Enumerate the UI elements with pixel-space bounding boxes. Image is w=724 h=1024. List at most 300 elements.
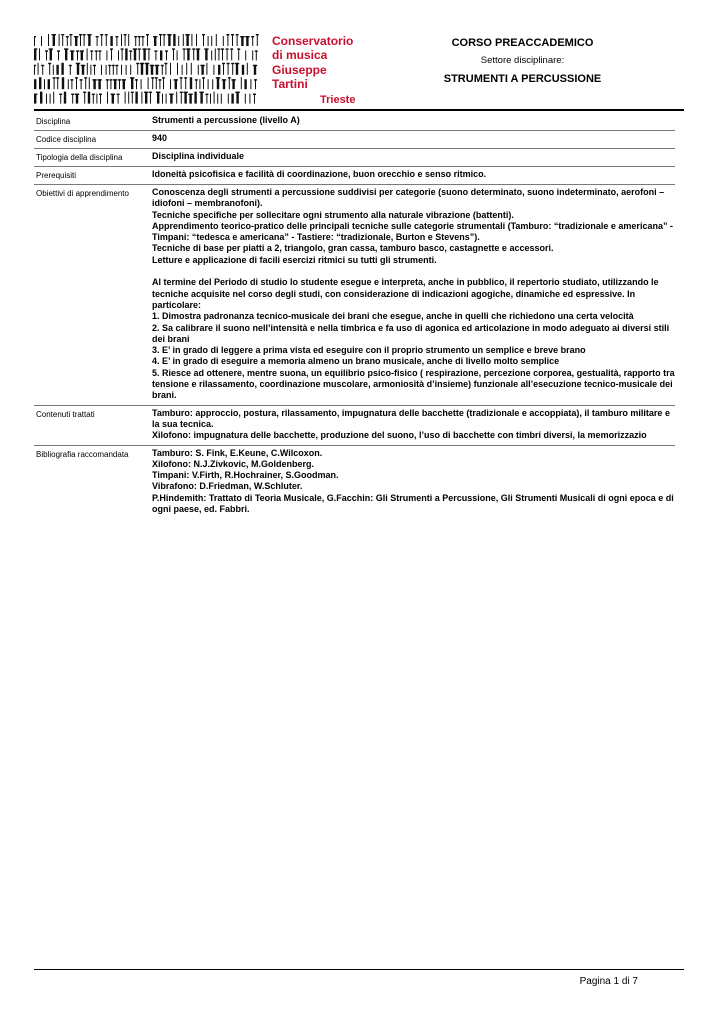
paragraph: 1. Dimostra padronanza tecnico-musicale dei brani che esegue, anche in quelli che richiedono una certa velocità <box>152 311 634 322</box>
logo-bar-cap <box>75 94 79 95</box>
logo-bar <box>85 77 86 89</box>
logo-bar-cap <box>87 34 91 35</box>
paragraph: Conoscenza degli strumenti a percussione suddivisi per categorie (suono determinato, suono indeterminato, aerofoni – idiofoni – membranofoni). <box>152 187 665 209</box>
paragraph: Tecniche specifiche per sollecitare ogni strumento alla naturale vibrazione (battenti). <box>152 209 514 220</box>
logo-bar <box>198 65 199 75</box>
logo-bar-cap <box>222 79 226 80</box>
logo-bar <box>96 50 97 60</box>
logo-bar <box>255 79 256 89</box>
logo-bar-cap <box>217 48 220 49</box>
logo-bar <box>39 77 41 89</box>
logo-bar-cap <box>162 77 165 78</box>
logo-bar-cap <box>100 34 103 35</box>
logo-bar <box>241 77 242 89</box>
logo-bar <box>217 94 218 104</box>
logo-bar-cap <box>153 36 157 37</box>
logo-bar <box>216 34 217 46</box>
logo-bar <box>228 94 229 104</box>
logo-bar-cap <box>163 34 166 35</box>
logo-bar-cap <box>75 77 78 78</box>
logo-bar <box>41 36 42 46</box>
logo-bar-cap <box>231 63 234 64</box>
logo-bar <box>206 63 207 75</box>
logo-bar <box>151 65 153 75</box>
logo-bar <box>42 65 43 75</box>
logo-bar-cap <box>80 79 83 80</box>
logo-bar <box>242 65 244 75</box>
logo-bar <box>65 48 67 60</box>
logo-bar-cap <box>130 77 134 78</box>
logo-bar <box>121 65 122 75</box>
logo-bar <box>128 34 129 46</box>
logo-bar <box>134 48 136 60</box>
logo-bar <box>189 94 191 104</box>
logo-bar-cap <box>66 36 69 37</box>
logo-bar-cap <box>146 34 149 35</box>
logo-bar <box>186 34 188 46</box>
logo-bar-cap <box>228 77 231 78</box>
logo-city: Trieste <box>320 94 356 106</box>
logo-bar-cap <box>105 34 108 35</box>
logo-bar <box>164 34 165 46</box>
logo-bar-cap <box>34 48 37 49</box>
logo-bar <box>177 63 178 75</box>
logo-bar-cap <box>41 65 44 66</box>
logo-bar-cap <box>180 77 183 78</box>
logo-bar-cap <box>169 94 173 95</box>
logo-bar <box>215 48 216 60</box>
paragraph: 4. E’ in grado di eseguire a memoria almeno un brano musicale, anche di livello molto semplice <box>152 356 560 367</box>
logo-bar <box>160 50 162 60</box>
logo-bar <box>177 50 178 60</box>
logo-bar <box>61 63 63 75</box>
logo-bar <box>142 36 143 46</box>
table-row-bibliografia <box>34 445 675 519</box>
logo-bar <box>156 77 157 89</box>
logo-bar <box>191 63 192 75</box>
logo-bar <box>210 94 211 104</box>
logo-bar-cap <box>57 50 60 51</box>
row-label: Bibliografia raccomandata <box>36 449 129 459</box>
logo-bar-cap <box>227 63 230 64</box>
paragraph: 2. Sa calibrare il suono nell’intensità e nella timbrica e fa uso di agonica ed articolazione in modo adeguato ai diversi stili dei brani <box>152 322 670 344</box>
logo-bar <box>82 65 84 75</box>
logo-bar-cap <box>231 79 235 80</box>
logo-bar-cap <box>109 79 112 80</box>
logo-bar-cap <box>142 48 146 49</box>
logo-bar-cap <box>159 34 162 35</box>
logo-bar <box>106 34 107 46</box>
row-label: Disciplina <box>36 117 71 126</box>
logo-bar <box>190 77 192 89</box>
logo-bar-cap <box>111 94 115 95</box>
logo-bar <box>232 63 233 75</box>
table-row-contenuti <box>34 405 675 445</box>
logo-bar-cap <box>230 48 233 49</box>
logo-bar-cap <box>61 34 64 35</box>
logo-bar <box>44 79 45 89</box>
logo-bar <box>88 92 90 104</box>
logo-bar-cap <box>221 48 224 49</box>
logo-bar <box>119 79 120 89</box>
logo-bar-cap <box>74 36 78 37</box>
logo-bar-cap <box>34 94 37 95</box>
logo-bar-cap <box>131 92 134 93</box>
logo-bar <box>250 79 251 89</box>
logo-bar-cap <box>79 34 82 35</box>
logo-bar <box>208 79 209 89</box>
logo-bar-cap <box>92 79 96 80</box>
logo-bar <box>163 77 164 89</box>
logo-bar <box>208 36 209 46</box>
logo-bar <box>139 48 140 60</box>
row-value <box>152 187 675 402</box>
logo-bar-cap <box>124 34 127 35</box>
logo-bar <box>256 50 257 60</box>
logo-bar <box>252 50 253 60</box>
logo-bar <box>101 34 102 46</box>
paragraph: Tamburo: approccio, postura, rilassamento, impugnatura delle bacchette (tradizionale e accoppiata), il tamburo militare e la sua tecnica. <box>152 407 670 429</box>
logo-bar-cap <box>70 50 74 51</box>
paragraph: Tamburo: S. Fink, E.Keune, C.Wilcoxon. <box>152 447 323 458</box>
logo-bar <box>252 36 253 46</box>
logo-bar-cap <box>149 92 152 93</box>
logo-bar <box>141 79 142 89</box>
logo-bar <box>214 92 215 104</box>
paragraph-spacer <box>152 266 675 277</box>
logo-bar-cap <box>110 48 113 49</box>
logo-bar-cap <box>192 48 195 49</box>
logo-bar-cap <box>136 63 139 64</box>
logo-bar <box>175 79 177 89</box>
logo-bar <box>231 48 232 60</box>
logo-bar <box>223 63 224 75</box>
logo-bar-cap <box>69 65 72 66</box>
logo-bar-cap <box>140 63 144 64</box>
logo-bar-cap <box>135 79 138 80</box>
logo-bar <box>122 48 123 60</box>
logo-bar <box>130 65 131 75</box>
logo-bar <box>249 94 250 104</box>
logo-bar <box>232 34 233 46</box>
logo-bar <box>159 79 160 89</box>
logo-bar-cap <box>185 34 189 35</box>
logo-bar <box>40 92 42 104</box>
syllabus-table <box>34 113 675 518</box>
logo-bar-cap <box>64 48 68 49</box>
row-label: Obiettivi di apprendimento <box>36 189 129 198</box>
logo-bar <box>238 48 239 60</box>
logo-bar <box>247 63 248 75</box>
logo-bar <box>232 79 234 89</box>
logo-bar-cap <box>188 94 192 95</box>
logo-bar-cap <box>202 77 205 78</box>
logo-bar <box>246 36 248 46</box>
logo-bars-graphic <box>34 34 262 106</box>
row-label: Codice disciplina <box>36 135 97 144</box>
logo-bar-cap <box>115 36 118 37</box>
logo-bar <box>211 50 212 60</box>
logo-bar <box>193 48 194 60</box>
logo-bar <box>84 92 85 104</box>
logo-bar <box>112 94 114 104</box>
logo-bar <box>221 94 222 104</box>
logo-bar-cap <box>56 77 59 78</box>
logo-bar <box>81 50 83 60</box>
table-row-codice <box>34 130 675 148</box>
logo-bar <box>111 48 112 60</box>
logo-bar <box>176 92 177 104</box>
logo-bar <box>101 65 102 75</box>
logo-bar-cap <box>251 36 254 37</box>
logo-bar <box>76 77 77 89</box>
logo-bar <box>50 48 52 60</box>
logo-bar-cap <box>205 94 208 95</box>
logo-bar <box>110 79 111 89</box>
logo-bar <box>186 63 187 75</box>
logo-bar <box>88 34 90 46</box>
logo-bar <box>114 79 116 89</box>
logo-bar <box>223 79 225 89</box>
logo-bar <box>184 92 186 104</box>
row-label: Prerequisiti <box>36 171 77 180</box>
logo-line-2: di musica <box>272 48 328 63</box>
logo-bar <box>155 50 156 60</box>
logo-bar <box>165 63 166 75</box>
logo-bar <box>77 50 78 60</box>
logo-bar-cap <box>121 48 124 49</box>
logo-bar <box>46 50 47 60</box>
footer-divider <box>34 969 684 970</box>
logo-bar-cap <box>236 34 239 35</box>
logo-bar <box>218 48 219 60</box>
logo-bar <box>34 65 35 75</box>
logo-bar-cap <box>76 63 80 64</box>
logo-bar-cap <box>226 48 229 49</box>
paragraph: Letture e applicazione di facili esercizi ritmici su tutti gli strumenti. <box>152 254 437 265</box>
logo-bar <box>89 77 90 89</box>
logo-bar-cap <box>186 48 190 49</box>
logo-bar <box>181 92 182 104</box>
logo-bar-cap <box>254 79 257 80</box>
logo-name <box>272 34 367 92</box>
logo-bar <box>228 63 229 75</box>
logo-bar <box>116 65 117 75</box>
logo-bar-cap <box>98 50 101 51</box>
row-value <box>152 448 675 516</box>
logo-bar-cap <box>202 34 205 35</box>
logo-bar-cap <box>48 63 51 64</box>
logo-bar <box>118 50 119 60</box>
settore-value: STRUMENTI A PERCUSSIONE <box>443 73 602 85</box>
paragraph: Tecniche di base per piatti a 2, triangolo, gran cassa, tamburo basco, castagnette e accessori. <box>152 243 554 254</box>
logo-bar-cap <box>45 50 48 51</box>
logo-bar-cap <box>141 36 144 37</box>
logo-bar-cap <box>172 48 175 49</box>
logo-bar <box>38 63 39 75</box>
logo-bar <box>254 65 256 75</box>
logo-line-1: Conservatorio <box>272 34 354 48</box>
logo-bar-cap <box>34 65 36 66</box>
logo-bar-cap <box>76 50 79 51</box>
logo-bar <box>99 50 100 60</box>
logo-bar-cap <box>53 77 56 78</box>
logo-bar <box>131 77 133 89</box>
logo-bar <box>203 77 204 89</box>
logo-bar <box>53 34 55 46</box>
logo-bar <box>125 92 126 104</box>
row-value <box>152 408 675 442</box>
logo-bar-cap <box>216 77 220 78</box>
logo-bar-cap <box>180 92 183 93</box>
logo-bar-cap <box>199 92 203 93</box>
logo-bar-cap <box>129 50 132 51</box>
logo-bar <box>132 92 133 104</box>
logo-bar <box>48 34 49 46</box>
logo-bar <box>34 48 36 60</box>
logo-bar <box>146 63 148 75</box>
logo-bar <box>196 34 197 46</box>
logo-bar <box>231 94 233 104</box>
logo-bar-cap <box>59 94 62 95</box>
logo-bar <box>106 50 107 60</box>
logo-bar-cap <box>151 77 154 78</box>
logo-bar <box>62 34 63 46</box>
logo-bar <box>241 36 243 46</box>
paragraph: Apprendimento teorico-pratico delle principali tecniche sulle categorie strumentali (Tamburo: “tradizionale e americana” - Timpani: “tedesca e americana” - Tastiere: “tradizionale, Burton e Stevens”). <box>152 220 673 243</box>
logo-bar-cap <box>154 50 157 51</box>
logo-bar-cap <box>93 65 96 66</box>
logo-bar <box>213 65 214 75</box>
logo-bar-cap <box>108 65 111 66</box>
logo-bar <box>137 63 138 75</box>
logo-bar <box>166 50 167 60</box>
row-value: 940 <box>152 133 168 143</box>
logo-bar <box>183 34 184 46</box>
logo-bar-cap <box>90 50 93 51</box>
logo-bar-cap <box>183 48 186 49</box>
logo-bar-cap <box>122 79 126 80</box>
logo-bar <box>67 36 68 46</box>
logo-bar-cap <box>138 48 141 49</box>
logo-line-4: Tartini <box>272 77 308 92</box>
logo-bar <box>135 92 137 104</box>
logo-bar-cap <box>158 79 161 80</box>
logo-bar <box>154 36 156 46</box>
logo-bar-cap <box>145 63 149 64</box>
logo-bar <box>203 34 204 46</box>
logo-bar <box>178 36 179 46</box>
logo-bar-cap <box>52 34 56 35</box>
logo-bar <box>56 65 58 75</box>
row-value: Idoneità psicofisica e facilità di coordinazione, buon orecchio e senso ritmico. <box>152 169 487 179</box>
logo-bar-cap <box>115 65 118 66</box>
logo-bar-cap <box>253 65 257 66</box>
paragraph: P.Hindemith: Trattato di Teoria Musicale, G.Facchin: Gli Strumenti a Percussione, Gli Strumenti Musicali di ogni epoca e di ogni paese, ed. Fabbri. <box>152 492 674 515</box>
logo-bar <box>54 77 55 89</box>
logo-bar-cap <box>106 79 109 80</box>
logo-bar-cap <box>240 36 244 37</box>
paragraph: 3. E’ in grado di leggere a prima vista ed eseguire con il proprio strumento un semplice e breve brano <box>152 345 586 356</box>
logo-bar-cap <box>155 65 159 66</box>
logo-bar <box>229 77 230 89</box>
logo-bar <box>123 79 125 89</box>
logo-bar-cap <box>150 65 154 66</box>
logo-bar <box>157 92 159 104</box>
logo-bar <box>148 48 149 60</box>
logo-bar <box>162 94 163 104</box>
logo-bar <box>60 94 61 104</box>
logo-bar <box>70 34 71 46</box>
logo-bar-cap <box>99 94 102 95</box>
logo-bar-cap <box>133 48 137 49</box>
logo-bar <box>136 79 137 89</box>
logo-bar-cap <box>70 79 73 80</box>
logo-bar <box>34 94 36 104</box>
logo-bar <box>90 65 91 75</box>
logo-bar <box>197 48 199 60</box>
logo-bar <box>50 94 51 104</box>
logo-bar <box>87 63 88 75</box>
logo-bar <box>236 63 238 75</box>
logo-bar <box>170 63 171 75</box>
logo-bar-cap <box>117 94 120 95</box>
logo-bar-cap <box>164 63 167 64</box>
logo-bar <box>143 48 145 60</box>
logo-bar <box>116 36 117 46</box>
logo-bar <box>130 50 131 60</box>
logo-bar-cap <box>156 92 160 93</box>
logo-bar <box>227 48 228 60</box>
logo-bar <box>100 94 101 104</box>
logo-bar-cap <box>96 36 99 37</box>
logo-bar-cap <box>167 34 171 35</box>
logo-bar <box>152 77 153 89</box>
logo-bar <box>201 65 203 75</box>
logo-bar-cap <box>184 77 187 78</box>
settore-label: Settore disciplinare: <box>480 55 565 66</box>
logo-bar-cap <box>147 48 150 49</box>
logo-bar <box>121 34 122 46</box>
paragraph: Al termine del Periodo di studio lo studente esegue e interpreta, anche in pubblico, il repertorio studiato, utilizzando le tecniche acquisite nel corso degli studi, con considerazione di indicazioni agogiche, dinamiche ed espressive. In particolare: <box>152 277 659 310</box>
row-value: Strumenti a percussione (livello A) <box>152 115 300 125</box>
logo-bar <box>49 63 50 75</box>
logo-bar <box>62 77 64 89</box>
logo-bar-cap <box>95 50 98 51</box>
logo-bar <box>199 79 200 89</box>
logo-bar-cap <box>235 63 239 64</box>
logo-bar <box>257 34 258 46</box>
logo-bar-cap <box>245 36 249 37</box>
logo-bar <box>53 92 54 104</box>
logo-bar-cap <box>161 65 164 66</box>
logo-bar-cap <box>97 79 101 80</box>
logo-bar <box>223 36 224 46</box>
logo-bar <box>71 50 73 60</box>
logo-bar-cap <box>113 79 117 80</box>
logo-bar-cap <box>200 65 204 66</box>
logo-bar <box>46 94 47 104</box>
logo-bar <box>191 34 192 46</box>
logo-bar <box>147 34 148 46</box>
logo-bar <box>218 65 220 75</box>
logo-bar <box>181 77 182 89</box>
table-row-obiettivi <box>34 184 675 405</box>
logo-line-3: Giuseppe <box>272 62 327 77</box>
logo-bar <box>113 65 114 75</box>
logo-bar <box>244 79 246 89</box>
logo-bar <box>94 65 95 75</box>
